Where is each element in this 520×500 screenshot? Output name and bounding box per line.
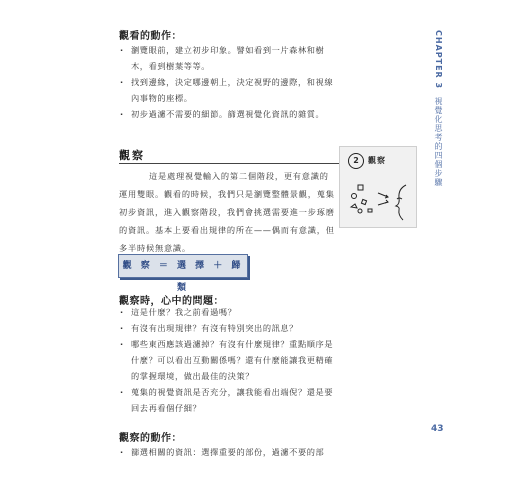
body-paragraph: 這是處理視覺輸入的第二個階段，更有意識的運用雙眼。觀看的時候，我們只是瀏覽整體景觀，蒐集初步資訊，進入觀察階段，我們會挑選需要進一步琢磨的資訊。基本上要看出規律的所在——偶而有意識，但多半時候無意識。 [119,171,335,253]
list-item: · 篩選相關的資訊：選擇重要的部份，過濾不要的部 [120,447,325,457]
section-title-observing: 觀察 [119,149,145,162]
chapter-label: CHAPTER 3 [434,30,443,90]
list-item: · 這是什麼？我之前看過嗎？ [120,307,237,317]
formula-box: 觀 察 ＝ 選 擇 ＋ 歸 類 [118,254,248,278]
chapter-side-tab [432,30,444,187]
section-heading-viewing-actions: 觀看的動作： [119,31,182,42]
list-item: · 哪些東西應該過濾掉？有沒有什麼規律？重點順序是 什麼？可以看出互動關係嗎？還有什麼能讓我更精確 的掌握環境，做出最佳的決策？ [120,339,334,381]
list-item: · 有沒有出現規律？有沒有特別突出的訊息？ [120,323,298,333]
section-heading-observing-questions: 觀察時，心中的問題： [119,296,224,307]
list-item: · 瀏覽眼前，建立初步印象。譬如看到一片森林和樹 木，看到樹葉等等。 [120,45,325,71]
chapter-title: 視覺化思考的四個步驟 [434,96,443,187]
section-heading-observing-actions: 觀察的動作： [119,433,182,444]
bullet-list-viewing-actions [119,42,333,122]
bullet-list-observing-questions [119,304,333,416]
observe-illustration [339,146,417,228]
page-number: 43 [431,424,444,434]
list-item: · 初步過濾不需要的細節。篩選視覺化資訊的雜質。 [120,109,325,119]
illustration-label: 觀察 [368,156,386,165]
step-number-badge: 2 [348,153,364,169]
list-item: · 蒐集的視覺資訊是否充分，讓我能看出端倪？還是要 回去再看個仔細？ [120,387,334,413]
bullet-list-observing-actions [119,444,324,460]
observe-sketch-icon [340,147,416,227]
section-divider [119,163,339,164]
list-item: · 找到邊緣，決定哪邊朝上，決定視野的邊際，和視線 內事物的座標。 [120,77,334,103]
